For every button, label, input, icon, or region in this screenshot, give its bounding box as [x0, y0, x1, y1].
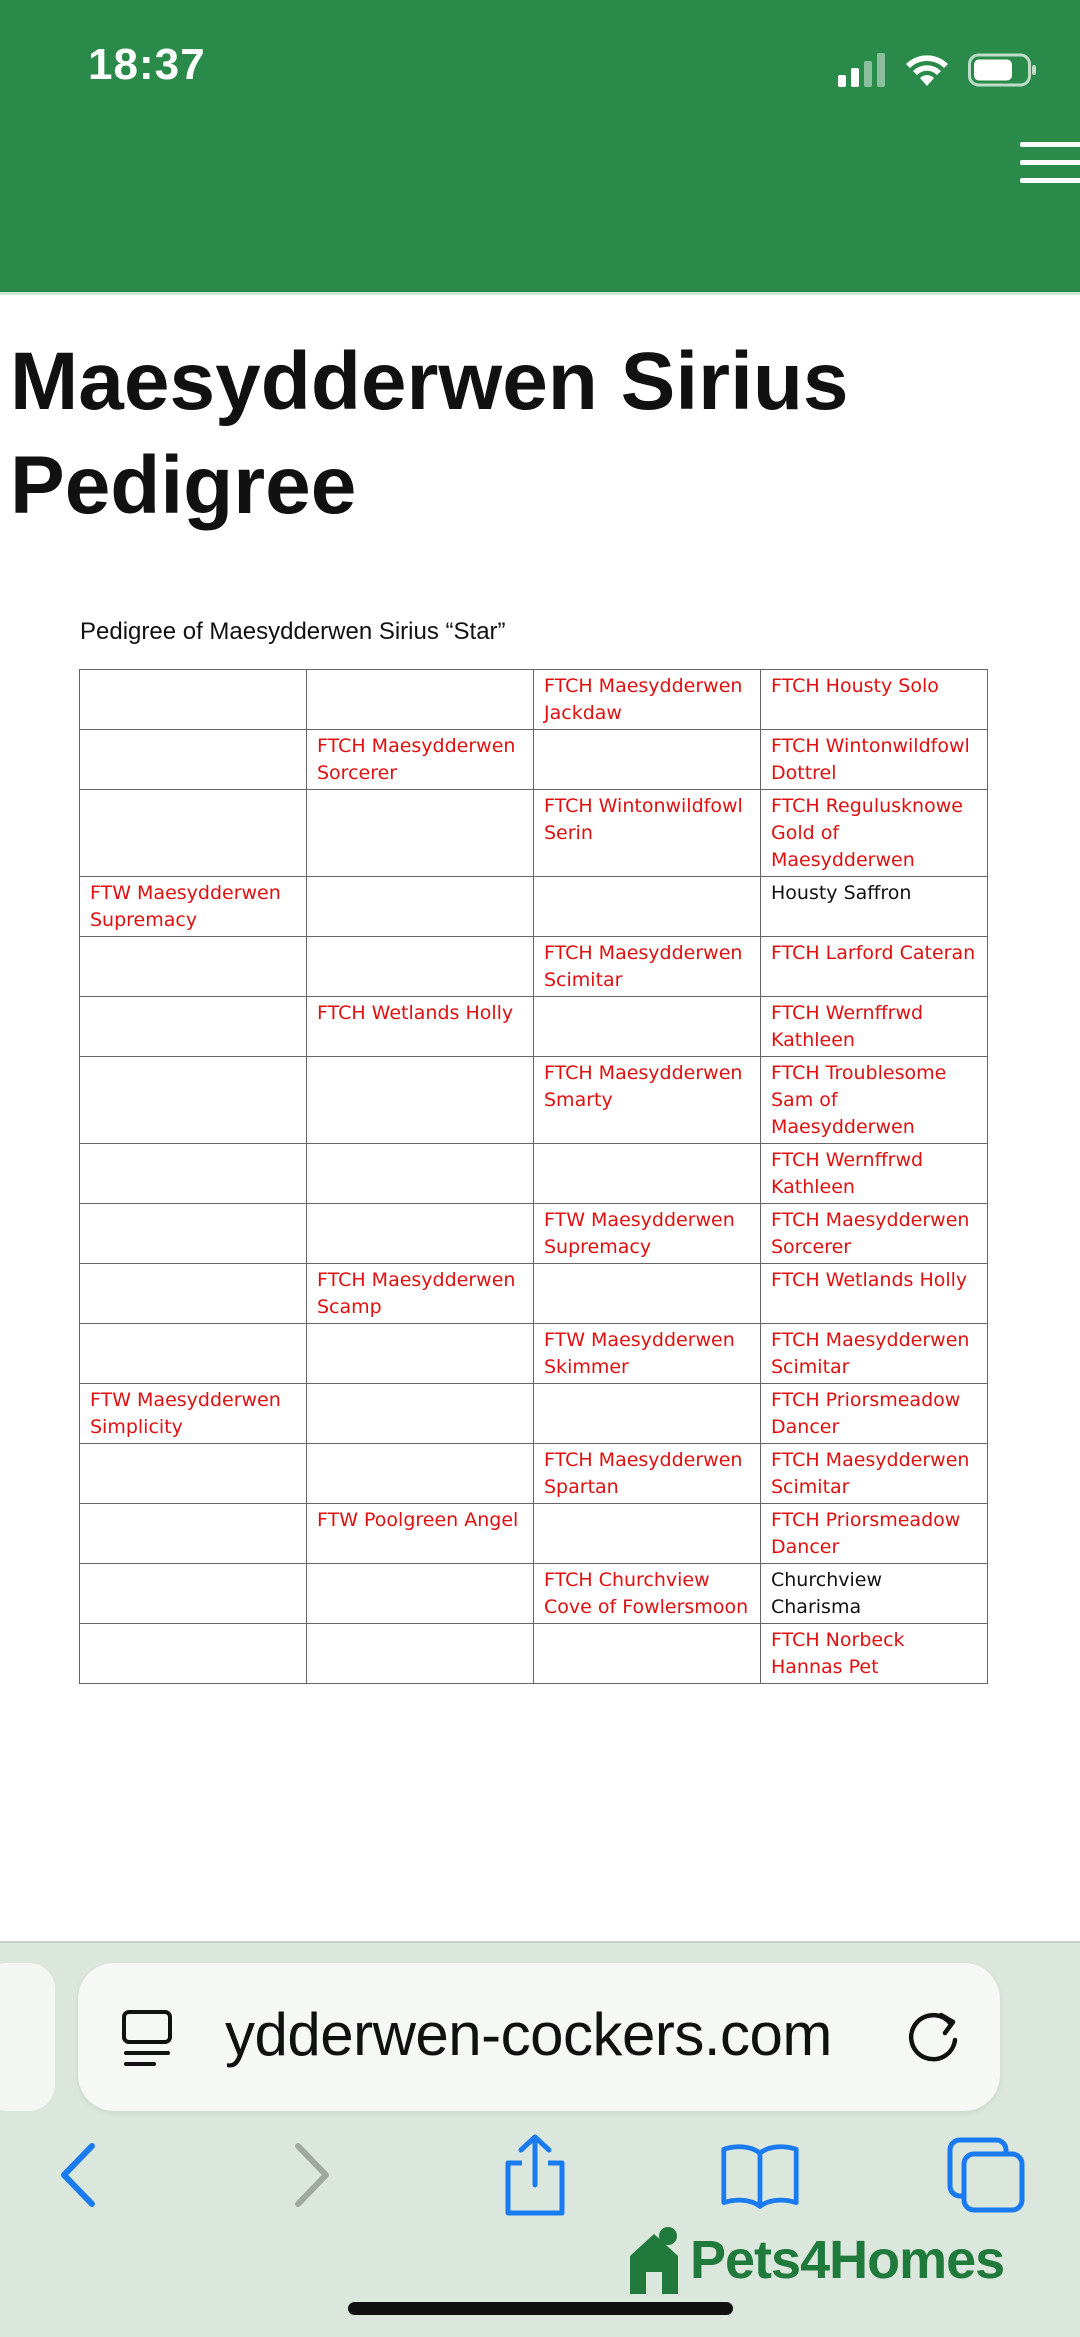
pedigree-row: [80, 1324, 988, 1384]
pedigree-cell: [307, 1384, 534, 1444]
pedigree-cell: [307, 877, 534, 937]
chevron-left-icon: [56, 2142, 100, 2208]
pedigree-row: [80, 1624, 988, 1684]
pedigree-row: [80, 1504, 988, 1564]
pedigree-row: [80, 1057, 988, 1144]
pedigree-cell: [80, 1204, 307, 1264]
pedigree-cell: FTCH Regulusknowe Gold of Maesydderwen: [761, 790, 988, 877]
pedigree-cell: [534, 1264, 761, 1324]
pedigree-cell: FTCH Troublesome Sam of Maesydderwen: [761, 1057, 988, 1144]
pedigree-cell: [534, 1384, 761, 1444]
pedigree-cell: [307, 1444, 534, 1504]
pedigree-cell: [80, 997, 307, 1057]
pedigree-cell: FTCH Maesydderwen Scimitar: [761, 1444, 988, 1504]
pedigree-cell: [80, 1504, 307, 1564]
status-icons: [838, 50, 1038, 90]
tabs-icon: [946, 2136, 1026, 2214]
book-icon: [720, 2140, 800, 2210]
pedigree-row: [80, 790, 988, 877]
site-header: [0, 0, 1080, 292]
menu-icon[interactable]: [1020, 142, 1080, 188]
pedigree-cell: FTCH Wintonwildfowl Serin: [534, 790, 761, 877]
pedigree-cell: FTCH Churchview Cove of Fowlersmoon: [534, 1564, 761, 1624]
home-indicator[interactable]: [348, 2302, 733, 2315]
signal-icon: [838, 53, 886, 87]
pedigree-cell: FTCH Maesydderwen Jackdaw: [534, 670, 761, 730]
header-divider: [0, 292, 1080, 295]
pedigree-cell: [80, 1444, 307, 1504]
share-icon: [500, 2133, 570, 2217]
pedigree-cell: FTCH Wetlands Holly: [761, 1264, 988, 1324]
pedigree-row: [80, 1144, 988, 1204]
share-button[interactable]: [495, 2135, 575, 2215]
wifi-icon: [904, 53, 950, 87]
tabs-button[interactable]: [946, 2135, 1026, 2215]
pedigree-cell: [307, 1057, 534, 1144]
previous-tab-preview[interactable]: [0, 1963, 55, 2111]
pedigree-cell: [80, 1144, 307, 1204]
pedigree-cell: FTCH Wetlands Holly: [307, 997, 534, 1057]
pedigree-cell: FTCH Norbeck Hannas Pet: [761, 1624, 988, 1684]
pedigree-cell: FTCH Wernffrwd Kathleen: [761, 1144, 988, 1204]
pedigree-cell: Churchview Charisma: [761, 1564, 988, 1624]
pedigree-cell: FTCH Maesydderwen Spartan: [534, 1444, 761, 1504]
pedigree-cell: FTCH Housty Solo: [761, 670, 988, 730]
pedigree-cell: [80, 1324, 307, 1384]
pedigree-cell: [307, 937, 534, 997]
bookmarks-button[interactable]: [720, 2135, 800, 2215]
pedigree-cell: [307, 1624, 534, 1684]
pedigree-cell: FTCH Larford Cateran: [761, 937, 988, 997]
forward-button[interactable]: [272, 2135, 352, 2215]
pedigree-cell: [307, 670, 534, 730]
battery-icon: [968, 53, 1038, 87]
pedigree-cell: FTW Maesydderwen Simplicity: [80, 1384, 307, 1444]
pedigree-cell: [80, 937, 307, 997]
page-title: Maesydderwen Sirius Pedigree: [10, 336, 849, 531]
pedigree-cell: FTCH Maesydderwen Scamp: [307, 1264, 534, 1324]
pedigree-cell: FTW Maesydderwen Skimmer: [534, 1324, 761, 1384]
pedigree-cell: [534, 877, 761, 937]
pedigree-cell: FTW Maesydderwen Supremacy: [534, 1204, 761, 1264]
pedigree-row: [80, 937, 988, 997]
pedigree-cell: [80, 730, 307, 790]
pedigree-row: [80, 1204, 988, 1264]
pedigree-row: [80, 1384, 988, 1444]
pedigree-cell: FTW Poolgreen Angel: [307, 1504, 534, 1564]
pedigree-cell: [307, 1324, 534, 1384]
pedigree-cell: [80, 1624, 307, 1684]
pedigree-row: [80, 1444, 988, 1504]
back-button[interactable]: [38, 2135, 118, 2215]
chrome-divider: [0, 1941, 1080, 1943]
pedigree-cell: [80, 790, 307, 877]
url-text[interactable]: ydderwen-cockers.com: [225, 2001, 832, 2068]
pedigree-cell: [80, 670, 307, 730]
pedigree-table: [79, 669, 988, 1684]
pedigree-row: [80, 670, 988, 730]
pedigree-cell: [80, 1057, 307, 1144]
pedigree-cell: [80, 1564, 307, 1624]
status-time: 18:37: [88, 40, 206, 89]
pedigree-cell: FTCH Maesydderwen Scimitar: [761, 1324, 988, 1384]
pedigree-cell: FTCH Wintonwildfowl Dottrel: [761, 730, 988, 790]
pedigree-cell: FTCH Maesydderwen Scimitar: [534, 937, 761, 997]
pedigree-cell: [534, 1144, 761, 1204]
pedigree-caption: Pedigree of Maesydderwen Sirius “Star”: [80, 618, 506, 645]
pedigree-cell: FTCH Priorsmeadow Dancer: [761, 1504, 988, 1564]
pedigree-row: [80, 877, 988, 937]
reader-icon[interactable]: [120, 2009, 176, 2069]
pedigree-cell: [80, 1264, 307, 1324]
reload-icon[interactable]: [902, 2007, 964, 2069]
pedigree-cell: [307, 790, 534, 877]
pedigree-cell: [534, 1504, 761, 1564]
pedigree-cell: [534, 997, 761, 1057]
pedigree-cell: [307, 1144, 534, 1204]
pedigree-cell: [534, 730, 761, 790]
pedigree-cell: FTCH Maesydderwen Smarty: [534, 1057, 761, 1144]
pedigree-cell: FTCH Maesydderwen Sorcerer: [307, 730, 534, 790]
pets4homes-logo-icon: [624, 2224, 684, 2296]
pedigree-row: [80, 997, 988, 1057]
pedigree-cell: [534, 1624, 761, 1684]
pedigree-cell: Housty Saffron: [761, 877, 988, 937]
pedigree-cell: FTCH Priorsmeadow Dancer: [761, 1384, 988, 1444]
pedigree-cell: [307, 1564, 534, 1624]
pets4homes-ad[interactable]: [624, 2224, 1004, 2296]
brand-name: Pets4Homes: [690, 2230, 1005, 2290]
pedigree-row: [80, 1264, 988, 1324]
chevron-right-icon: [290, 2142, 334, 2208]
pedigree-cell: [307, 1204, 534, 1264]
pedigree-cell: FTCH Wernffrwd Kathleen: [761, 997, 988, 1057]
pedigree-row: [80, 730, 988, 790]
pedigree-cell: FTW Maesydderwen Supremacy: [80, 877, 307, 937]
pedigree-cell: FTCH Maesydderwen Sorcerer: [761, 1204, 988, 1264]
pedigree-row: [80, 1564, 988, 1624]
